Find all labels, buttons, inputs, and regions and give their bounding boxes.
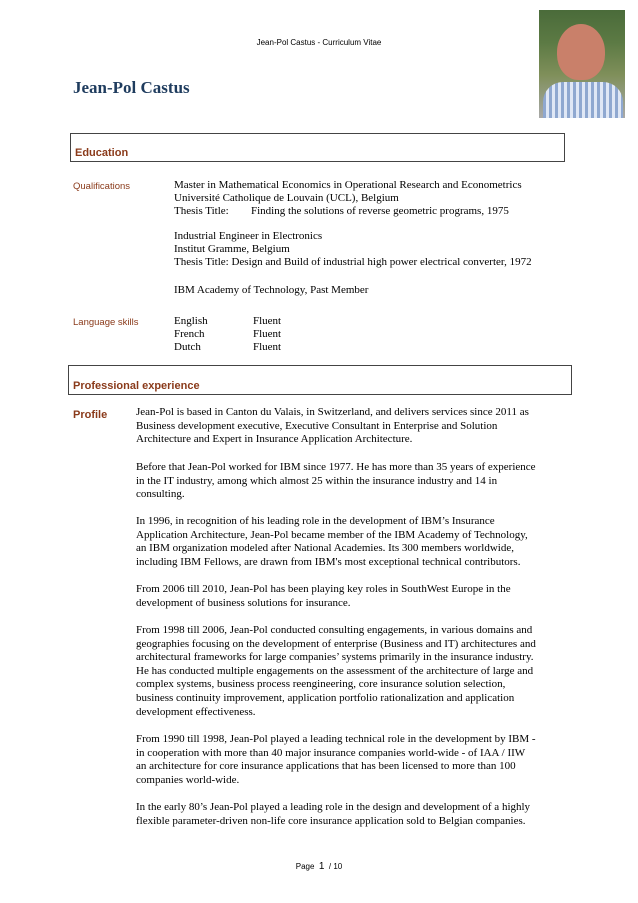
- para-line: Jean-Pol is based in Canton du Valais, in Switzerland, and delivers services since 2011 as: [136, 406, 529, 418]
- experience-section-header: [68, 365, 572, 395]
- para-line: consulting.: [136, 488, 185, 501]
- para-line: development effectiveness.: [136, 705, 256, 718]
- para-line: architectural frameworks for large companies’ systems primarily in the insurance industry.: [136, 651, 534, 664]
- profile-paragraph-5: [136, 624, 568, 719]
- para-line: business continuity improvement, application portfolio rationalization and application: [136, 691, 515, 704]
- para-line: flexible parameter-driven non-life core insurance application sold to Belgian companies.: [136, 814, 526, 827]
- education-heading: Education: [75, 147, 129, 159]
- language-row: [174, 341, 374, 354]
- page-header: Jean-Pol Castus - Curriculum Vitae: [256, 38, 382, 47]
- qualification-2: [174, 230, 574, 269]
- para-line: Architecture and Expert in Insurance Application Architecture.: [136, 433, 413, 446]
- q2-line3: Thesis Title: Design and Build of industrial high power electrical converter, 1972: [174, 256, 532, 268]
- q2-line1: Industrial Engineer in Electronics: [174, 230, 323, 242]
- qualifications-label: Qualifications: [73, 181, 131, 192]
- profile-paragraph-6: [136, 733, 568, 787]
- profile-paragraph-4: [136, 583, 568, 610]
- para-line: geographies focusing on the development of enterprise (Business and IT) architectures and: [136, 637, 536, 650]
- qualification-3: IBM Academy of Technology, Past Member: [174, 284, 369, 296]
- language-level: Fluent: [253, 328, 282, 340]
- language-name: Dutch: [174, 341, 201, 353]
- q1-thesis-label: Thesis Title:: [174, 205, 229, 217]
- para-line: He has conducted multiple engagements on the assessment of the architecture of large and: [136, 664, 534, 677]
- para-line: development of business solutions for insurance.: [136, 596, 351, 609]
- para-line: In the early 80’s Jean-Pol played a leading role in the design and development of a highly: [136, 801, 531, 813]
- language-row: [174, 328, 374, 341]
- language-level: Fluent: [253, 315, 282, 327]
- language-name: English: [174, 315, 208, 327]
- profile-paragraph-2: [136, 461, 568, 502]
- experience-heading: Professional experience: [73, 380, 200, 392]
- para-line: From 1998 till 2006, Jean-Pol conducted consulting engagements, in various domains and: [136, 624, 533, 636]
- para-line: From 1990 till 1998, Jean-Pol played a leading technical role in the development by IBM -: [136, 733, 536, 745]
- language-name: French: [174, 328, 205, 340]
- language-skills-label: Language skills: [73, 317, 139, 328]
- para-line: Before that Jean-Pol worked for IBM since 1977. He has more than 35 years of experience: [136, 461, 536, 473]
- profile-paragraph-1: [136, 406, 568, 447]
- para-line: companies world-wide.: [136, 773, 240, 786]
- language-row: [174, 315, 374, 328]
- face-shape: [557, 24, 605, 80]
- para-line: Business development executive, Executive Consultant in Enterprise and Solution: [136, 419, 498, 432]
- page-label: Page: [295, 862, 315, 871]
- profile-paragraph-7: [136, 801, 568, 828]
- para-line: an IBM organization modeled after National Academies. Its 300 members worldwide,: [136, 542, 514, 555]
- page-total: / 10: [328, 862, 343, 871]
- portrait-photo: [539, 10, 625, 118]
- para-line: complex systems, business process reengineering, core insurance solution selection,: [136, 678, 506, 691]
- q1-line1: Master in Mathematical Economics in Operational Research and Econometrics: [174, 179, 522, 191]
- para-line: In 1996, in recognition of his leading role in the development of IBM’s Insurance: [136, 515, 495, 527]
- para-line: Application Architecture, Jean-Pol became member of the IBM Academy of Technology,: [136, 528, 528, 541]
- profile-paragraph-3: [136, 515, 568, 569]
- q2-line2: Institut Gramme, Belgium: [174, 243, 290, 255]
- q1-thesis-value: Finding the solutions of reverse geometric programs, 1975: [251, 205, 509, 217]
- language-level: Fluent: [253, 341, 282, 353]
- q1-line2: Université Catholique de Louvain (UCL), Belgium: [174, 192, 399, 204]
- shirt-shape: [543, 82, 623, 118]
- profile-label: Profile: [73, 409, 108, 421]
- para-line: From 2006 till 2010, Jean-Pol has been playing key roles in SouthWest Europe in the: [136, 583, 511, 595]
- page-number: 1: [318, 861, 325, 872]
- languages-list: [174, 315, 374, 354]
- education-section-header: [70, 133, 565, 162]
- para-line: in the IT industry, among which almost 25 within the insurance industry and 14 in: [136, 474, 498, 487]
- para-line: including IBM Fellows, are drawn from IBM's most exceptional technical contributors.: [136, 555, 521, 568]
- para-line: in cooperation with more than 40 major insurance companies world-wide - of IAA / IIW: [136, 746, 526, 759]
- person-name: Jean-Pol Castus: [73, 78, 190, 97]
- qualification-1: [174, 179, 574, 218]
- q1-thesis: [174, 205, 574, 218]
- page-footer: [0, 861, 638, 872]
- para-line: an architecture for core insurance applications that has been licensed to more than 100: [136, 760, 516, 773]
